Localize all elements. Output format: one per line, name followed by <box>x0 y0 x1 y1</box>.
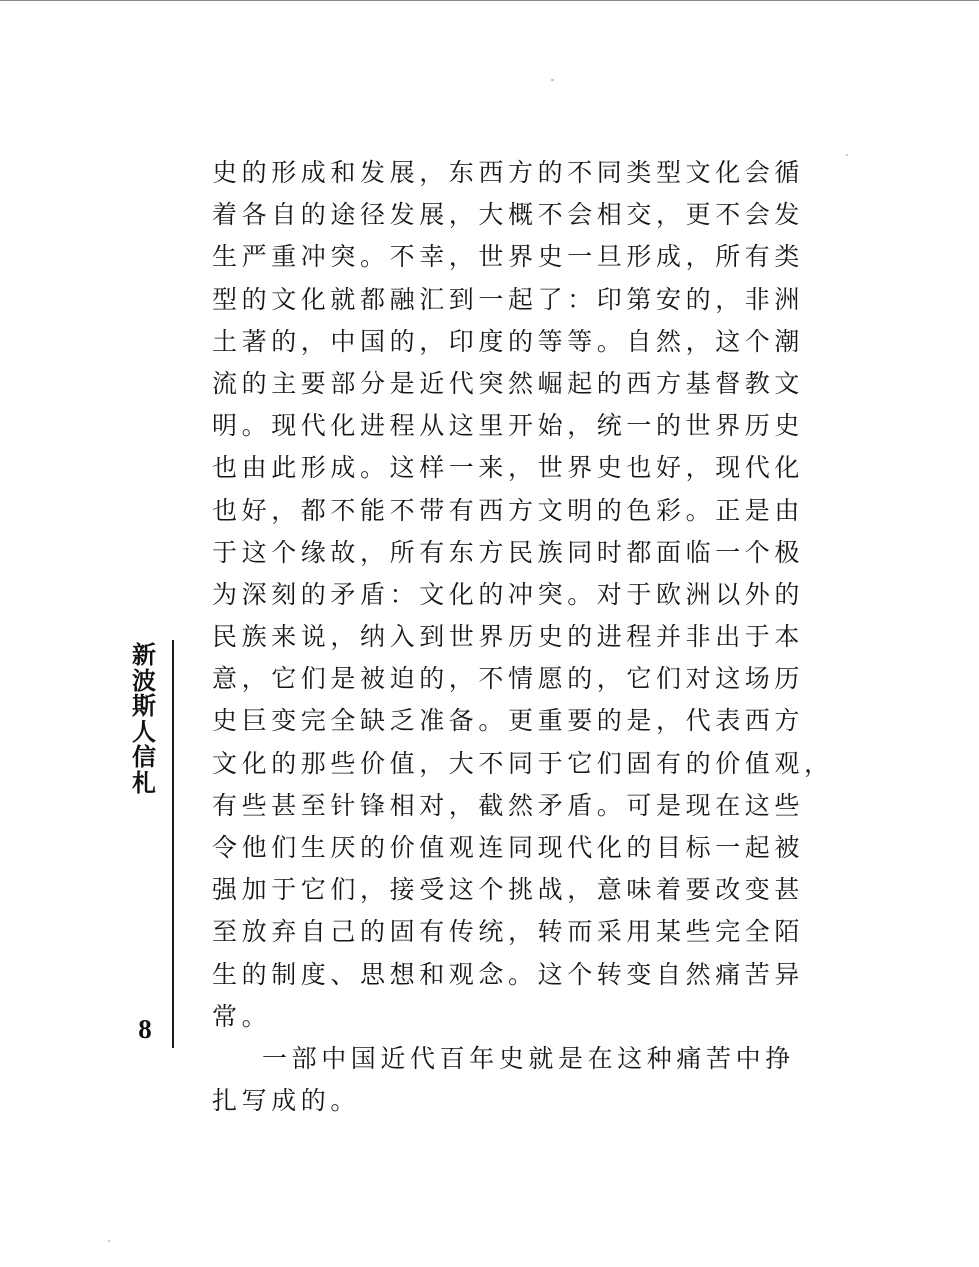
text-line: 土著的，中国的，印度的等等。自然，这个潮 <box>212 326 805 356</box>
text-line: 文化的那些价值，大不同于它们固有的价值观， <box>212 748 834 778</box>
text-line: 生严重冲突。不幸，世界史一旦形成，所有类 <box>212 242 805 272</box>
page-number: 8 <box>138 1014 152 1044</box>
text-line: 有些甚至针锋相对，截然矛盾。可是现在这些 <box>212 790 805 820</box>
running-head-divider <box>172 640 174 1048</box>
text-line: 史的形成和发展，东西方的不同类型文化会循 <box>212 158 805 187</box>
text-line: 着各自的途径发展，大概不会相交，更不会发 <box>212 200 805 230</box>
text-line: 型的文化就都融汇到一起了：印第安的，非洲 <box>212 284 805 314</box>
scan-speck <box>551 79 554 81</box>
text-line: 明。现代化进程从这里开始，统一的世界历史 <box>212 411 805 441</box>
text-line: 也由此形成。这样一来，世界史也好，现代化 <box>212 453 805 483</box>
text-line: 至放弃自己的固有传统，转而采用某些完全陌 <box>212 917 805 947</box>
text-line: 扎写成的。 <box>212 1086 361 1116</box>
text-line: 于这个缘故，所有东方民族同时都面临一个极 <box>212 537 805 567</box>
scan-top-edge <box>0 0 979 1</box>
text-line: 意，它们是被迫的，不情愿的，它们对这场历 <box>212 664 805 694</box>
text-line: 强加于它们，接受这个挑战，意味着要改变甚 <box>212 875 805 905</box>
running-head-book-title: 新波斯人信札 <box>132 641 156 797</box>
text-line: 常。 <box>212 1001 272 1031</box>
body-text <box>212 152 832 1122</box>
text-line: 民族来说，纳入到世界历史的进程并非出于本 <box>212 622 805 652</box>
text-line: 一部中国近代百年史就是在这种痛苦中挣 <box>262 1043 795 1073</box>
text-line: 令他们生厌的价值观连同现代化的目标一起被 <box>212 833 805 862</box>
text-line: 为深刻的矛盾：文化的冲突。对于欧洲以外的 <box>212 579 805 609</box>
scan-speck <box>108 1240 110 1242</box>
text-line: 也好，都不能不带有西方文明的色彩。正是由 <box>212 495 805 525</box>
text-line: 生的制度、思想和观念。这个转变自然痛苦异 <box>212 959 805 989</box>
text-line: 史巨变完全缺乏准备。更重要的是，代表西方 <box>212 706 805 736</box>
scan-speck <box>846 154 848 156</box>
text-line: 流的主要部分是近代突然崛起的西方基督教文 <box>212 368 805 398</box>
